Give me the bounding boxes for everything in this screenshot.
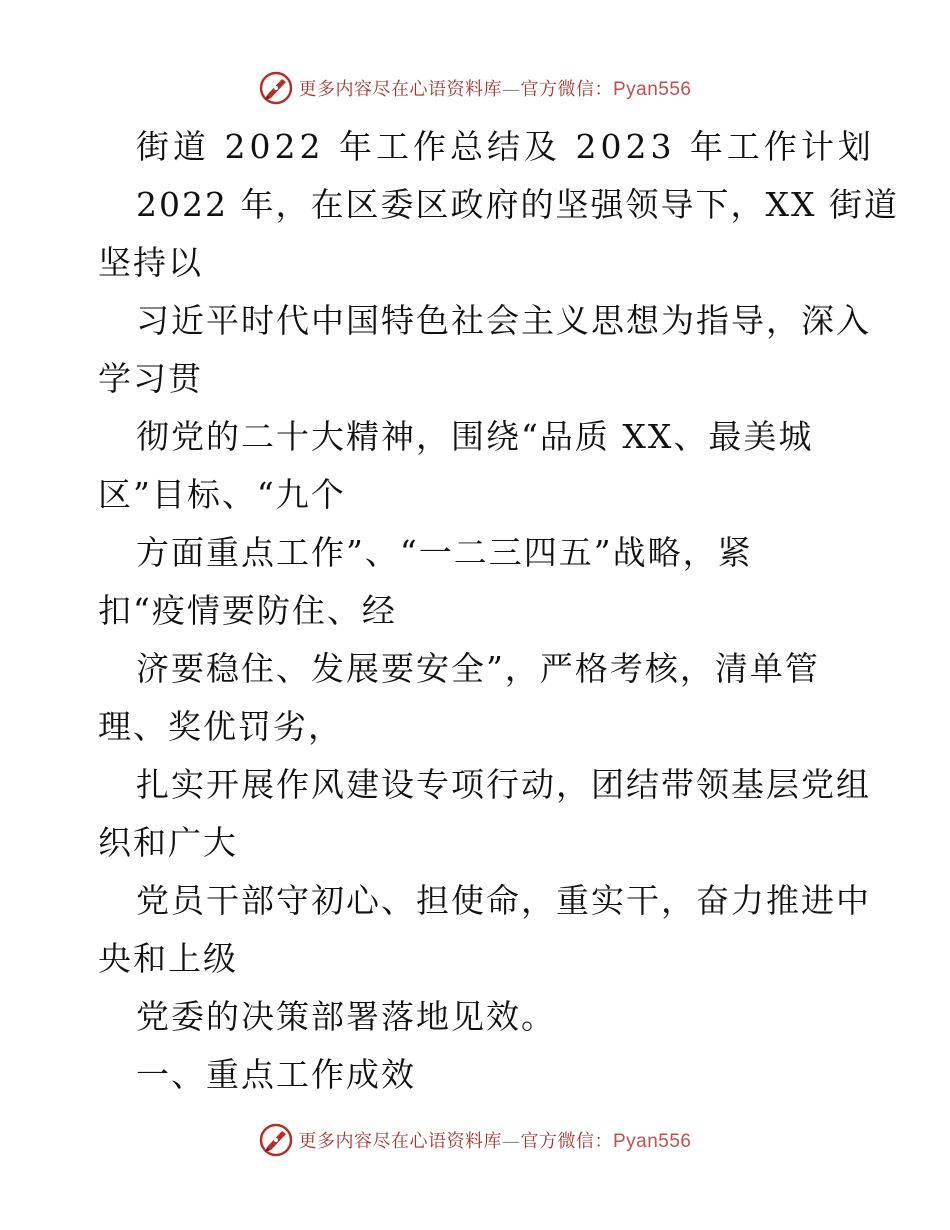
paragraph-line: 扣“疫情要防住、经 xyxy=(98,591,397,630)
paragraph-line: 彻党的二十大精神，围绕“品质 XX、最美城 xyxy=(136,417,814,456)
watermark-wechat-id: Pyan556 xyxy=(612,1131,692,1152)
watermark-separator: — xyxy=(501,1131,521,1152)
paragraph-line: 习近平时代中国特色社会主义思想为指导，深入 xyxy=(136,301,871,340)
pen-logo-icon xyxy=(258,1122,294,1158)
paragraph-line: 学习贯 xyxy=(98,359,203,398)
watermark-separator: — xyxy=(501,79,521,100)
paragraph-line: 央和上级 xyxy=(98,939,238,978)
watermark-brand: 更多内容尽在心语资料库 xyxy=(298,79,502,100)
paragraph-line: 党员干部守初心、担使命，重实干，奋力推进中 xyxy=(136,881,871,920)
paragraph-line: 扎实开展作风建设专项行动，团结带领基层党组 xyxy=(136,765,871,804)
paragraph-line: 济要稳住、发展要安全”，严格考核，清单管 xyxy=(136,649,820,688)
watermark-wechat-id: Pyan556 xyxy=(612,79,692,100)
paragraph-line: 党委的决策部署落地见效。 xyxy=(136,997,556,1036)
paragraph-line: 理、奖优罚劣， xyxy=(98,707,343,746)
paragraph-line: 织和广大 xyxy=(98,823,238,862)
paragraph-line: 2022 年，在区委区政府的坚强领导下，XX 街道 xyxy=(136,185,899,224)
watermark-label: 官方微信： xyxy=(520,79,613,100)
watermark-brand: 更多内容尽在心语资料库 xyxy=(298,1131,502,1152)
document-title: 街道 2022 年工作总结及 2023 年工作计划 xyxy=(136,127,875,166)
paragraph-line: 区”目标、“九个 xyxy=(98,475,346,514)
watermark-text xyxy=(298,1127,691,1153)
section-heading: 一、重点工作成效 xyxy=(136,1055,416,1094)
paragraph-line: 方面重点工作”、“一二三四五”战略，紧 xyxy=(136,533,753,572)
paragraph-line: 坚持以 xyxy=(98,243,203,282)
watermark-footer-bottom xyxy=(0,1120,950,1160)
watermark-label: 官方微信： xyxy=(520,1131,613,1152)
